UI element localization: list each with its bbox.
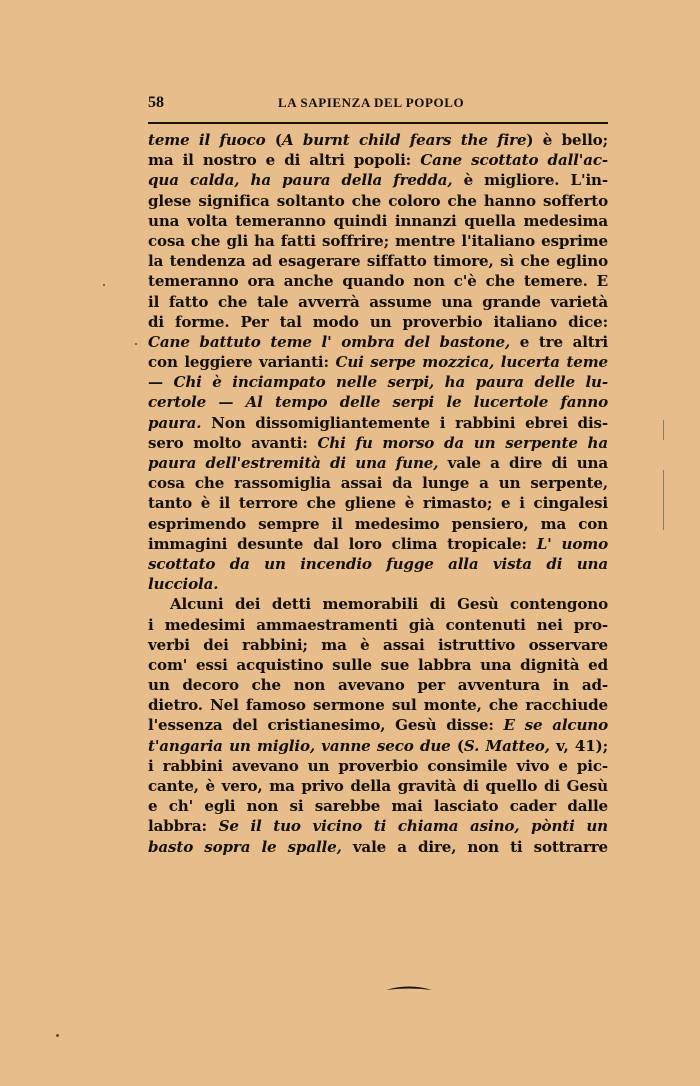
text-line: [148, 574, 608, 594]
text-segment: (: [450, 736, 464, 755]
italic-segment: Chi è inciampato nelle serpi, ha paura delle lu-: [173, 373, 608, 392]
tailpiece-ornament: [386, 984, 432, 992]
text-line: [148, 493, 608, 513]
italic-segment: certole: [148, 393, 207, 412]
text-line: [148, 715, 608, 735]
text-segment: dietro. Nel famoso sermone sul monte, che racchiude: [148, 696, 608, 715]
text-segment: i medesimi ammaestramenti già contenuti nei pro-: [148, 615, 608, 634]
margin-speck: [56, 1034, 59, 1037]
text-segment: i rabbini avevano un proverbio consimile vivo e pic-: [148, 756, 608, 775]
text-segment: è migliore. L'in-: [452, 171, 608, 190]
text-line: [148, 756, 608, 776]
text-segment: ma il nostro e di altri popoli:: [148, 151, 421, 170]
text-line: [148, 332, 608, 352]
margin-speck: [103, 284, 105, 286]
text-line: [148, 271, 608, 291]
text-segment: cosa che rassomiglia assai da lunge a un serpente,: [148, 474, 608, 493]
text-segment: sero molto avanti:: [148, 433, 318, 452]
text-segment: vale a dire, non ti sottrarre: [341, 837, 608, 856]
running-title: LA SAPIENZA DEL POPOLO: [278, 95, 465, 110]
italic-segment: paura dell'estremità di una fune,: [148, 454, 439, 472]
text-line: [148, 796, 608, 816]
text-segment: com' essi acquistino sulle sue labbra una dignità ed: [148, 655, 608, 674]
text-segment: un decoro che non avevano per avventura in ad-: [148, 676, 608, 695]
italic-segment: lucciola.: [148, 575, 219, 594]
text-line: [148, 554, 608, 574]
text-segment: verbi dei rabbini; ma è assai istruttivo osservare: [148, 635, 608, 654]
italic-segment: L' uomo: [536, 534, 608, 553]
text-segment: il fatto che tale avverrà assume una grande varietà: [148, 292, 608, 311]
text-line: [148, 816, 608, 836]
text-segment: labbra:: [148, 817, 219, 836]
text-segment: tanto è il terrore che gliene è rimasto; e i cingalesi: [148, 494, 608, 513]
italic-segment: Cui serpe mozzica, lucerta teme: [335, 353, 609, 372]
text-line: [148, 251, 608, 271]
text-line: [148, 635, 608, 655]
italic-segment: teme il fuoco: [148, 131, 266, 149]
text-line: [148, 736, 608, 756]
italic-segment: paura.: [148, 413, 202, 432]
text-segment: cosa che gli ha fatti soffrire; mentre l'italiano esprime: [148, 231, 608, 250]
text-line: [148, 655, 608, 675]
text-segment: immagini desunte dal loro clima tropicale:: [148, 534, 537, 553]
italic-segment: Chi fu morso da un serpente ha: [317, 433, 608, 452]
text-segment: e tre altri: [510, 332, 608, 351]
text-segment: v, 41);: [549, 736, 608, 755]
text-segment: l'essenza del cristianesimo, Gesù disse:: [148, 716, 504, 735]
text-line: [148, 514, 608, 534]
text-segment: vale a dire di una: [438, 454, 608, 472]
text-segment: Alcuni dei detti memorabili di Gesù contengono: [170, 595, 608, 614]
text-segment: ) è bello;: [526, 131, 608, 149]
text-segment: esprimendo sempre il medesimo pensiero, ma con: [148, 514, 608, 533]
text-line: [148, 695, 608, 715]
text-line: [148, 534, 608, 554]
margin-mark: [663, 470, 664, 530]
text-segment: di forme. Per tal modo un proverbio italiano dice:: [148, 312, 608, 331]
italic-segment: Se il tuo vicino ti chiama asino, pònti un: [218, 817, 609, 836]
text-line: [148, 170, 608, 190]
text-line: [148, 211, 608, 231]
text-line: [148, 312, 608, 332]
text-line: [148, 433, 608, 453]
margin-speck: [135, 343, 137, 345]
text-segment: glese significa soltanto che coloro che hanno sofferto: [148, 191, 608, 210]
text-line: [148, 392, 608, 412]
text-segment: cante, è vero, ma privo della gravità di quello di Gesù: [148, 777, 608, 795]
page-header: [148, 94, 608, 114]
text-line: [148, 292, 608, 312]
text-line: [148, 191, 608, 211]
text-line: [148, 352, 608, 372]
italic-segment: qua calda, ha paura della fredda,: [148, 171, 453, 190]
italic-segment: basto sopra le spalle,: [148, 837, 342, 856]
italic-segment: Cane scottato dall'ac-: [420, 151, 608, 170]
text-segment: e ch' egli non si sarebbe mai lasciato cader dalle: [148, 797, 608, 816]
text-segment: Non dissomigliantemente i rabbini ebrei dis-: [201, 413, 608, 432]
text-line: [148, 776, 608, 796]
italic-segment: Cane battuto teme l' ombra del bastone,: [148, 332, 511, 351]
italic-segment: scottato da un incendio fugge alla vista di una: [148, 554, 608, 573]
italic-segment: t'angaria un miglio, vanne seco due: [148, 736, 451, 755]
italic-segment: A burnt child fears the fire: [281, 131, 527, 149]
text-segment: temeranno ora anche quando non c'è che temere. E: [148, 272, 608, 291]
margin-mark: [663, 420, 664, 440]
body-text: [148, 130, 608, 857]
text-line: [148, 130, 608, 150]
italic-segment: S. Matteo,: [463, 736, 550, 755]
text-segment: —: [206, 393, 246, 412]
text-line: [148, 675, 608, 695]
text-segment: con leggiere varianti:: [148, 353, 336, 372]
text-line: [148, 594, 608, 614]
page-number: 58: [148, 94, 164, 111]
text-line: [148, 231, 608, 251]
italic-segment: Al tempo delle serpi le lucertole fanno: [245, 393, 608, 412]
italic-segment: E se alcuno: [503, 716, 609, 735]
text-line: [148, 413, 608, 433]
text-segment: —: [148, 373, 174, 392]
header-rule: [148, 122, 608, 124]
text-line: [148, 453, 608, 473]
text-line: [148, 615, 608, 635]
text-segment: la tendenza ad esagerare siffatto timore, sì che eglino: [148, 252, 608, 271]
text-line: [148, 372, 608, 392]
text-line: [148, 837, 608, 857]
text-segment: (: [265, 131, 282, 149]
text-segment: una volta temeranno quindi innanzi quella medesima: [148, 211, 608, 230]
text-line: [148, 473, 608, 493]
text-line: [148, 150, 608, 170]
